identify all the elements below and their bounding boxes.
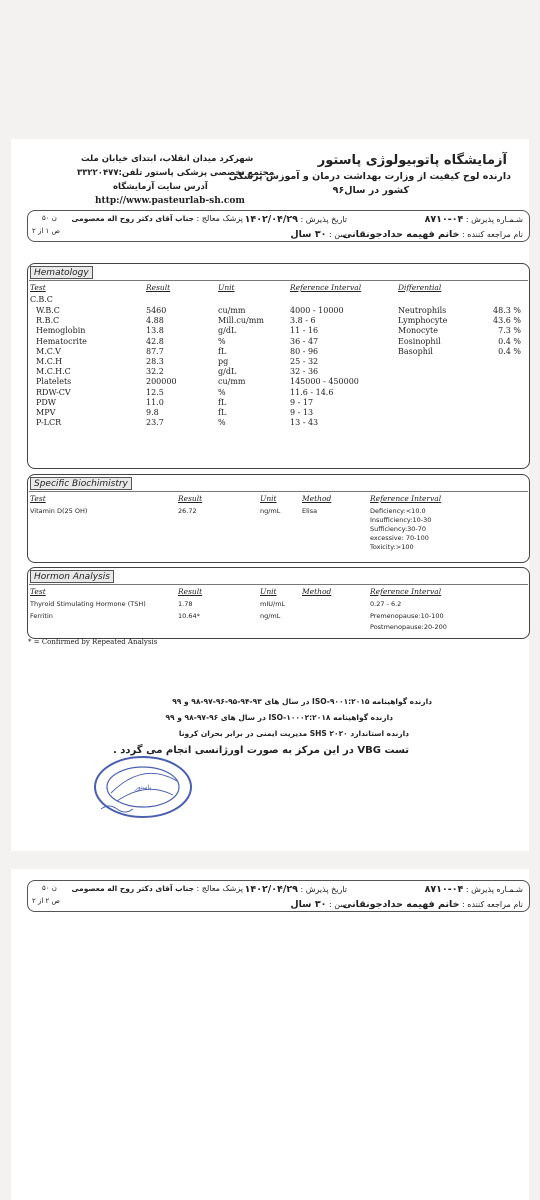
name-label: نام مراجعه کننده : bbox=[462, 900, 523, 909]
hematology-title: Hematology bbox=[30, 266, 93, 279]
col-header-result: Result bbox=[178, 587, 203, 596]
table-cell-reference: 36 - 47 bbox=[290, 336, 319, 346]
table-cell-result: 42.8 bbox=[146, 336, 164, 346]
table-cell-reference: 11.6 - 14.6 bbox=[290, 387, 334, 397]
reception-date: ۱۴۰۲/۰۴/۲۹ bbox=[244, 884, 298, 895]
reference-line: Sufficiency:30-70 bbox=[370, 525, 427, 533]
differential-name: Basophil bbox=[398, 346, 433, 356]
table-cell-result: 1.78 bbox=[178, 600, 193, 608]
table-cell-test: M.C.V bbox=[36, 346, 61, 356]
hormon-section bbox=[27, 567, 530, 639]
table-cell-test: Hemoglobin bbox=[36, 326, 86, 336]
table-cell-reference: 9 - 13 bbox=[290, 408, 314, 417]
cert-line-2: دارنده گواهینامه ISO-۱۰۰۰۲:۲۰۱۸ در سال های ۹۶-۹۷-۹۸ و ۹۹ bbox=[165, 713, 393, 722]
svg-text:پاستور: پاستور bbox=[134, 784, 152, 791]
table-cell-unit: % bbox=[218, 336, 226, 346]
age-label: سن : bbox=[328, 230, 347, 239]
cert-line-3: دارنده استاندارد SHS ۲۰۲۰ مدیریت ایمنی در برابر بحران کرونا bbox=[178, 729, 409, 738]
quality-line: دارنده لوح کیفیت از وزارت بهداشت درمان و آموزش پزشکی bbox=[228, 171, 511, 182]
col-header-reference: Reference Interval bbox=[370, 587, 442, 596]
table-cell-result: 5460 bbox=[146, 306, 167, 315]
divider bbox=[29, 584, 528, 585]
table-cell-unit: fL bbox=[218, 346, 227, 356]
patient-age: ۳۰ سال bbox=[290, 229, 327, 240]
doctor-label: پزشک معالج : bbox=[196, 884, 243, 893]
table-cell-test: Thyroid Stimulating Hormone (TSH) bbox=[30, 600, 146, 608]
table-cell-reference: 80 - 96 bbox=[290, 346, 319, 356]
doctor-name: جناب آقای دکتر روح اله معصومی bbox=[71, 214, 194, 223]
reception-label: شـمـاره پذیرش : bbox=[465, 885, 523, 894]
table-cell-unit: mIU/mL bbox=[260, 600, 286, 608]
table-cell-test: Ferritin bbox=[30, 612, 53, 620]
col-header-unit: Unit bbox=[260, 494, 277, 503]
table-cell-result: 11.0 bbox=[146, 397, 164, 407]
table-cell-unit: g/dL bbox=[218, 367, 237, 377]
table-cell-unit: pg bbox=[218, 357, 229, 366]
reference-line: excessive: 70-100 bbox=[370, 534, 429, 542]
table-cell-result: 87.7 bbox=[146, 346, 164, 356]
reception-label: شـمـاره پذیرش : bbox=[465, 215, 523, 224]
differential-value: 43.6 % bbox=[493, 316, 521, 326]
differential-value: 7.3 % bbox=[498, 326, 521, 336]
table-cell-result: 9.8 bbox=[146, 408, 159, 417]
table-cell-result: 10.64* bbox=[178, 612, 200, 620]
reception-field bbox=[425, 884, 523, 895]
lab-name: آزمایشگاه پاتوبیولوژی پاستور bbox=[317, 153, 507, 168]
differential-name: Lymphocyte bbox=[398, 316, 448, 326]
table-cell-reference: Premenopause:10-100 bbox=[370, 612, 444, 620]
reception-date: ۱۴۰۲/۰۴/۲۹ bbox=[244, 214, 298, 225]
col-header-test: Test bbox=[30, 283, 46, 292]
biochemistry-title: Specific Biochimistry bbox=[30, 477, 132, 490]
age-label: سن : bbox=[328, 900, 347, 909]
col-header-test: Test bbox=[30, 587, 46, 596]
vitamin-d-method: Elisa bbox=[302, 507, 318, 515]
table-cell-test: PDW bbox=[36, 397, 57, 407]
date-label: تاریخ پذیرش : bbox=[300, 215, 347, 224]
page-indicator: ص ۲ از ۲ bbox=[32, 897, 61, 905]
table-cell-unit: ng/mL bbox=[260, 612, 281, 620]
reference-line: Insufficiency:10-30 bbox=[370, 516, 432, 524]
table-cell-reference: 13 - 43 bbox=[290, 418, 319, 428]
reference-line: Toxicity:>100 bbox=[370, 543, 414, 551]
table-cell-result: 4.88 bbox=[146, 316, 164, 326]
differential-value: 0.4 % bbox=[498, 336, 521, 346]
differential-name: Neutrophils bbox=[398, 306, 447, 315]
col-header-reference: Reference Interval bbox=[370, 494, 442, 503]
date-field bbox=[245, 214, 347, 225]
doctor-name: جناب آقای دکتر روح اله معصومی bbox=[71, 884, 194, 893]
hormon-title: Hormon Analysis bbox=[30, 570, 114, 583]
doctor-field bbox=[71, 884, 243, 893]
address-line-3: آدرس سایت آزمایشگاه bbox=[113, 182, 208, 192]
reception-number: ۰۴-۸۷۱۰ bbox=[424, 214, 464, 225]
table-cell-reference: 3.8 - 6 bbox=[290, 316, 316, 326]
report-page-1 bbox=[11, 139, 529, 851]
col-header-unit: Unit bbox=[260, 587, 277, 596]
cert-line-4: تست VBG در این مرکز به صورت اورژانسی انجام می گردد . bbox=[113, 745, 409, 756]
table-cell-reference: 11 - 16 bbox=[290, 326, 319, 336]
table-cell-test: M.C.H bbox=[36, 357, 63, 366]
table-cell-unit: Mill.cu/mm bbox=[218, 316, 264, 326]
table-cell-result: 12.5 bbox=[146, 387, 164, 397]
record-code: ن ۵۰ bbox=[42, 884, 57, 892]
table-cell-test: RDW-CV bbox=[36, 387, 71, 397]
differential-value: 48.3 % bbox=[493, 306, 521, 315]
table-cell-reference: 145000 - 450000 bbox=[290, 377, 359, 387]
name-field bbox=[343, 899, 524, 910]
col-header-reference: Reference Interval bbox=[290, 283, 362, 292]
table-cell-reference: 9 - 17 bbox=[290, 397, 314, 407]
divider bbox=[29, 491, 528, 492]
vitamin-d-test: Vitamin D(25 OH) bbox=[30, 507, 88, 515]
table-cell-result: 200000 bbox=[146, 377, 177, 387]
age-field bbox=[290, 899, 347, 910]
table-cell-result: 32.2 bbox=[146, 367, 164, 377]
table-cell-result: 23.7 bbox=[146, 418, 164, 428]
address-line-2: مجتمع تخصصی پزشکی پاستور تلفن:۳۳۲۲۰۴۷۷ bbox=[77, 168, 275, 178]
table-cell-reference: 0.27 - 6.2 bbox=[370, 600, 402, 608]
table-cell-unit: g/dL bbox=[218, 326, 237, 336]
ferritin-reference-extra: Postmenopause:20-200 bbox=[370, 623, 447, 631]
col-header-result: Result bbox=[146, 283, 171, 292]
col-header-test: Test bbox=[30, 494, 46, 503]
doctor-label: پزشک معالج : bbox=[196, 214, 243, 223]
cert-line-1: دارنده گواهینامه ISO-۹۰۰۱:۲۰۱۵ در سال های ۹۳-۹۴-۹۵-۹۶-۹۷-۹۸ و ۹۹ bbox=[172, 697, 432, 706]
patient-age: ۳۰ سال bbox=[290, 899, 327, 910]
page-indicator: ص ۱ از ۲ bbox=[32, 227, 61, 235]
website-link[interactable]: http://www.pasteurlab-sh.com bbox=[95, 196, 245, 206]
table-cell-unit: fL bbox=[218, 397, 227, 407]
address-line-1: شهرکرد میدان انقلاب، ابتدای خیابان ملت bbox=[81, 154, 254, 164]
report-page-2 bbox=[11, 869, 529, 1200]
table-cell-unit: cu/mm bbox=[218, 377, 246, 387]
patient-info-box bbox=[27, 880, 530, 912]
differential-value: 0.4 % bbox=[498, 346, 521, 356]
table-cell-reference: 25 - 32 bbox=[290, 357, 319, 366]
differential-name: Monocyte bbox=[398, 326, 438, 336]
name-label: نام مراجعه کننده : bbox=[462, 230, 523, 239]
col-header-method: Method bbox=[302, 494, 332, 503]
footnote: * = Confirmed by Repeated Analysis bbox=[28, 638, 158, 646]
table-cell-reference: 32 - 36 bbox=[290, 367, 319, 377]
patient-name: خانم فهیمه حدادجونقانی bbox=[342, 229, 460, 240]
hematology-section bbox=[27, 263, 530, 469]
table-cell-test: Hematocrite bbox=[36, 336, 87, 346]
table-cell-test: Platelets bbox=[36, 377, 72, 387]
differential-name: Eosinophil bbox=[398, 336, 441, 346]
col-header-result: Result bbox=[178, 494, 203, 503]
biochemistry-section bbox=[27, 474, 530, 563]
cbc-group-label: C.B.C bbox=[30, 295, 53, 304]
table-cell-test: W.B.C bbox=[36, 306, 60, 315]
age-field bbox=[290, 229, 347, 240]
lab-stamp-icon bbox=[91, 751, 195, 823]
doctor-field bbox=[71, 214, 243, 223]
patient-info-box bbox=[27, 210, 530, 242]
reception-field bbox=[425, 214, 523, 225]
table-cell-unit: fL bbox=[218, 408, 227, 417]
table-cell-test: P-LCR bbox=[36, 418, 62, 428]
col-header-unit: Unit bbox=[218, 283, 235, 292]
table-cell-test: R.B.C bbox=[36, 316, 60, 326]
divider bbox=[29, 280, 528, 281]
col-header-differential: Differential bbox=[398, 283, 442, 292]
vitamin-d-unit: ng/mL bbox=[260, 507, 281, 515]
table-cell-test: MPV bbox=[36, 408, 56, 417]
table-cell-test: M.C.H.C bbox=[36, 367, 71, 377]
name-field bbox=[343, 229, 524, 240]
table-cell-result: 28.3 bbox=[146, 357, 164, 366]
reception-number: ۰۴-۸۷۱۰ bbox=[424, 884, 464, 895]
country-line: کشور در سال۹۶ bbox=[332, 185, 409, 196]
date-field bbox=[245, 884, 347, 895]
table-cell-result: 13.8 bbox=[146, 326, 164, 336]
table-cell-unit: % bbox=[218, 387, 226, 397]
record-code: ن ۵۰ bbox=[42, 214, 57, 222]
date-label: تاریخ پذیرش : bbox=[300, 885, 347, 894]
table-cell-unit: % bbox=[218, 418, 226, 428]
table-cell-unit: cu/mm bbox=[218, 306, 246, 315]
vitamin-d-result: 26.72 bbox=[178, 507, 197, 515]
patient-name: خانم فهیمه حدادجونقانی bbox=[342, 899, 460, 910]
col-header-method: Method bbox=[302, 587, 332, 596]
table-cell-reference: 4000 - 10000 bbox=[290, 306, 344, 315]
reference-line: Deficiency:<10.0 bbox=[370, 507, 426, 515]
